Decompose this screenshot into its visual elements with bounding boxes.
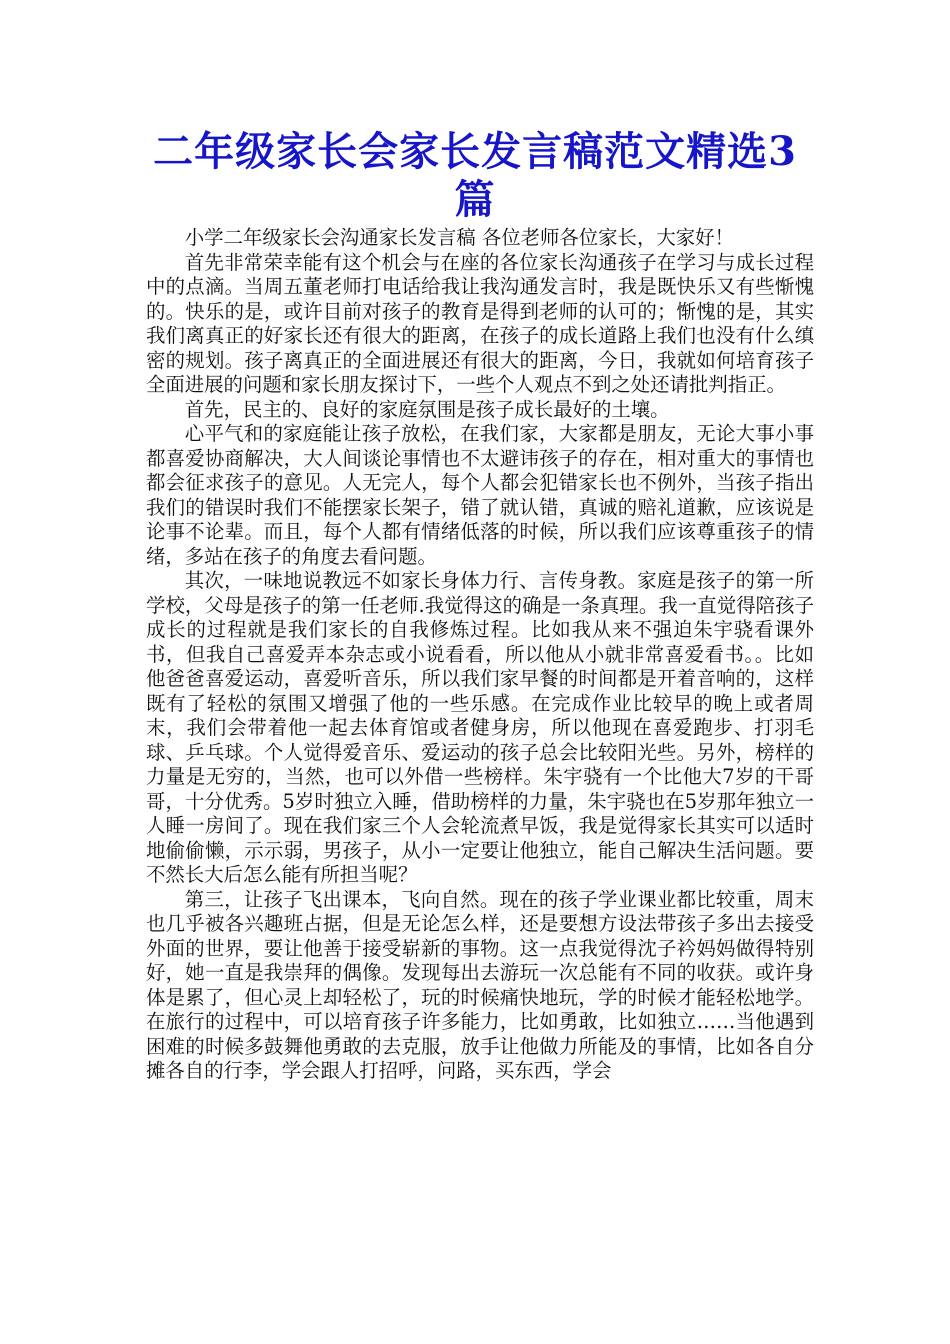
document-body [146,226,814,1084]
document-title: 二年级家长会家长发言稿范文精选3篇 [153,128,797,223]
paragraph-second-point: 其次，一味地说教远不如家长身体力行、言传身教。家庭是孩子的第一所学校，父母是孩子的第一任老师.我觉得这的确是一条真理。我一直觉得陪孩子成长的过程就是我们家长的自我修炼过程。比如我从来不强迫朱宇骁看课外书，但我自己喜爱弄本杂志或小说看看，所以他从小就非常喜爱看书。。比如他爸爸喜爱运动，喜爱听音乐，所以我们家早餐的时间都是开着音响的，这样既有了轻松的氛围又增强了他的一些乐感。在完成作业比较早的晚上或者周末，我们会带着他一起去体育馆或者健身房，所以他现在喜爱跑步、打羽毛球、乒乓球。个人觉得爱音乐、爱运动的孩子总会比较阳光些。另外，榜样的力量是无穷的，当然，也可以外借一些榜样。朱宇骁有一个比他大7岁的干哥哥，十分优秀。5岁时独立入睡，借助榜样的力量，朱宇骁也在5岁那年独立一人睡一房间了。现在我们家三个人会轮流煮早饭，我是觉得家长其实可以适时地偷偷懒，示示弱，男孩子，从小一定要让他独立，能自己解决生活问题。要不然长大后怎么能有所担当呢？ [146,569,814,886]
paragraph-intro: 首先非常荣幸能有这个机会与在座的各位家长沟通孩子在学习与成长过程中的点滴。当周五董老师打电话给我让我沟通发言时，我是既快乐又有些惭愧的。快乐的是，或许目前对孩子的教育是得到老师的认可的；惭愧的是，其实我们离真正的好家长还有很大的距离，在孩子的成长道路上我们也没有什么缜密的规划。孩子离真正的全面进展还有很大的距离，今日，我就如何培育孩子全面进展的问题和家长朋友探讨下，一些个人观点不到之处还请批判指正。 [146,250,814,396]
paragraph-greeting: 小学二年级家长会沟通家长发言稿 各位老师各位家长，大家好！ [184,226,734,249]
paragraph-family-atmosphere: 心平气和的家庭能让孩子放松，在我们家，大家都是朋友，无论大事小事都喜爱协商解决，大人间谈论事情也不太避讳孩子的存在，相对重大的事情也都会征求孩子的意见。人无完人，每个人都会犯错家长也不例外，当孩子指出我们的错误时我们不能摆家长架子，错了就认错，真诚的赔礼道歉，应该说是论事不论辈。而且，每个人都有情绪低落的时候，所以我们应该尊重孩子的情绪，多站在孩子的角度去看问题。 [146,422,814,568]
paragraph-third-point: 第三，让孩子飞出课本，飞向自然。现在的孩子学业课业都比较重，周末也几乎被各兴趣班占据，但是无论怎么样，还是要想方设法带孩子多出去接受外面的世界，要让他善于接受崭新的事物。这一点我觉得沈子衿妈妈做得特别好，她一直是我崇拜的偶像。发现每出去游玩一次总能有不同的收获。或许身体是累了，但心灵上却轻松了，玩的时候痛快地玩，学的时候才能轻松地学。在旅行的过程中，可以培育孩子许多能力，比如勇敢，比如独立……当他遇到困难的时候多鼓舞他勇敢的去克服，放手让他做力所能及的事情，比如各自分摊各自的行李，学会跟人打招呼，问路，买东西，学会 [146,887,814,1082]
paragraph-first-point: 首先，民主的、良好的家庭氛围是孩子成长最好的土壤。 [184,397,670,421]
